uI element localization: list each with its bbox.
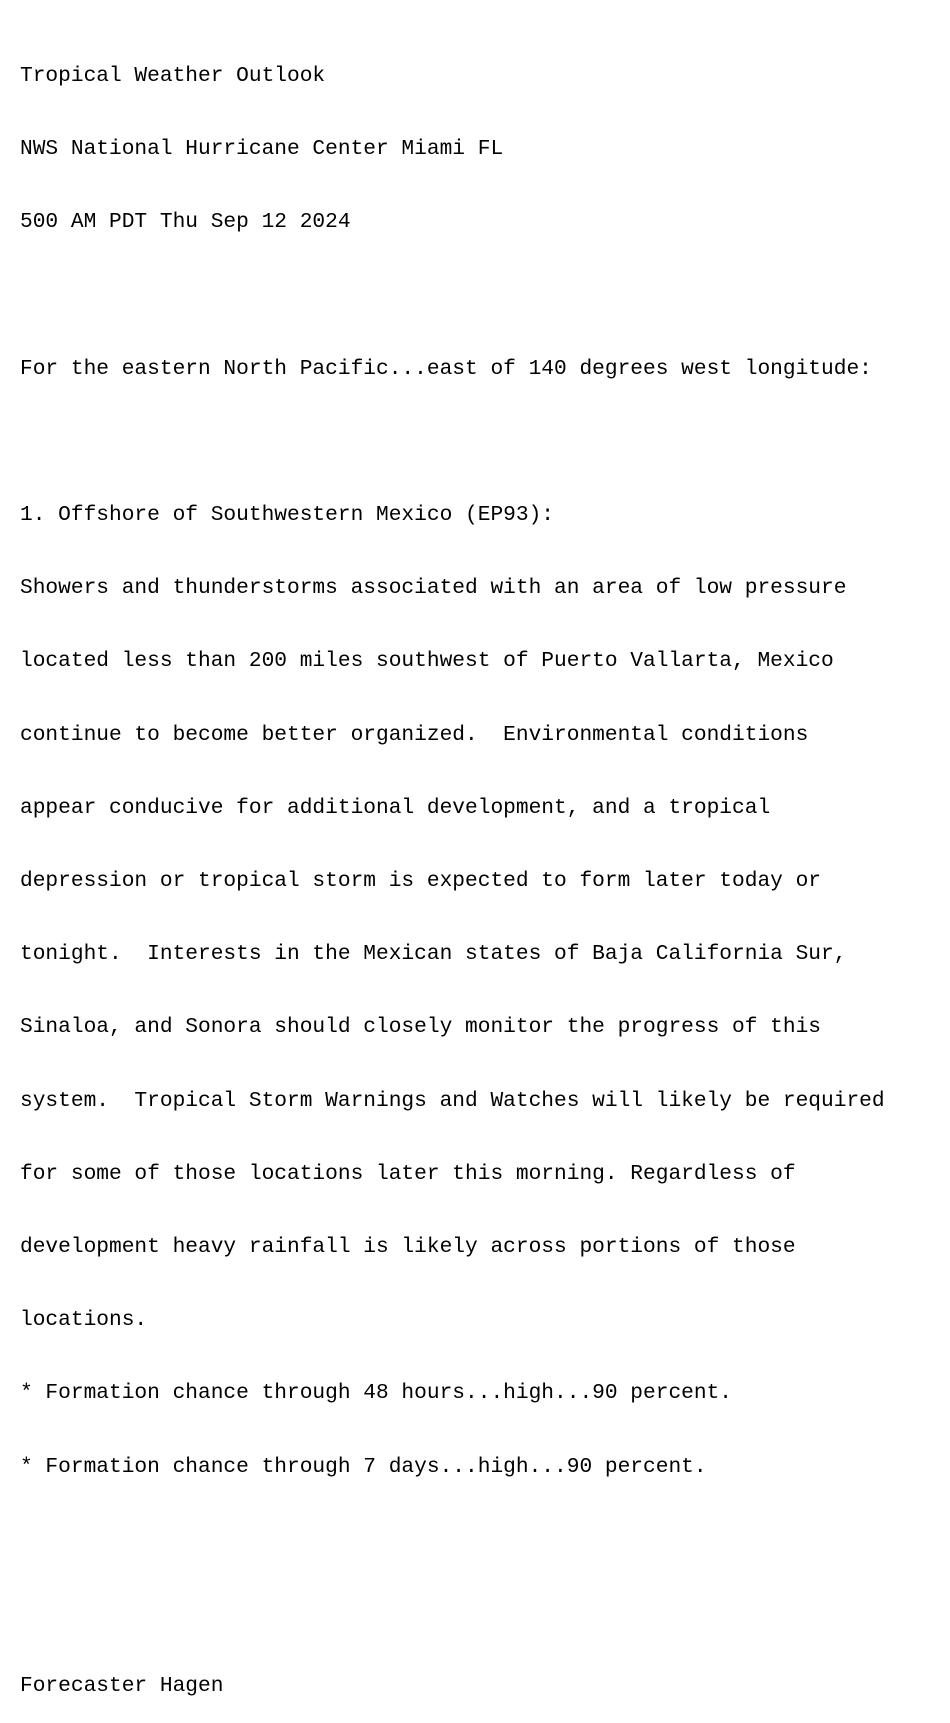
discussion-line: development heavy rainfall is likely across portions of those (20, 1235, 796, 1260)
blank-line (20, 430, 940, 454)
formation-chance-48h: * Formation chance through 48 hours...high...90 percent. (20, 1381, 733, 1406)
issuing-office: NWS National Hurricane Center Miami FL (20, 137, 504, 162)
forecaster-signature: Forecaster Hagen (20, 1674, 224, 1699)
discussion-line: locations. (20, 1308, 148, 1333)
discussion-line: system. Tropical Storm Warnings and Watches will likely be required (20, 1088, 885, 1113)
issue-time: 500 AM PDT Thu Sep 12 2024 (20, 210, 351, 235)
discussion-line: tonight. Interests in the Mexican states of Baja California Sur, (20, 942, 847, 967)
discussion-line: continue to become better organized. Environmental conditions (20, 722, 809, 747)
blank-line (20, 1601, 940, 1625)
blank-line (20, 283, 940, 307)
discussion-line: Showers and thunderstorms associated with an area of low pressure (20, 576, 847, 601)
outlook-text-block (20, 15, 940, 1723)
system-heading: 1. Offshore of Southwestern Mexico (EP93): (20, 503, 555, 528)
discussion-line: located less than 200 miles southwest of Puerto Vallarta, Mexico (20, 649, 834, 674)
discussion-line: appear conducive for additional development, and a tropical (20, 795, 771, 820)
discussion-line: for some of those locations later this morning. Regardless of (20, 1161, 796, 1186)
formation-chance-7d: * Formation chance through 7 days...high...90 percent. (20, 1454, 707, 1479)
discussion-line: depression or tropical storm is expected to form later today or (20, 869, 822, 894)
product-title: Tropical Weather Outlook (20, 63, 326, 88)
region-statement: For the eastern North Pacific...east of 140 degrees west longitude: (20, 356, 872, 381)
blank-line (20, 1528, 940, 1552)
discussion-line: Sinaloa, and Sonora should closely monitor the progress of this (20, 1015, 822, 1040)
